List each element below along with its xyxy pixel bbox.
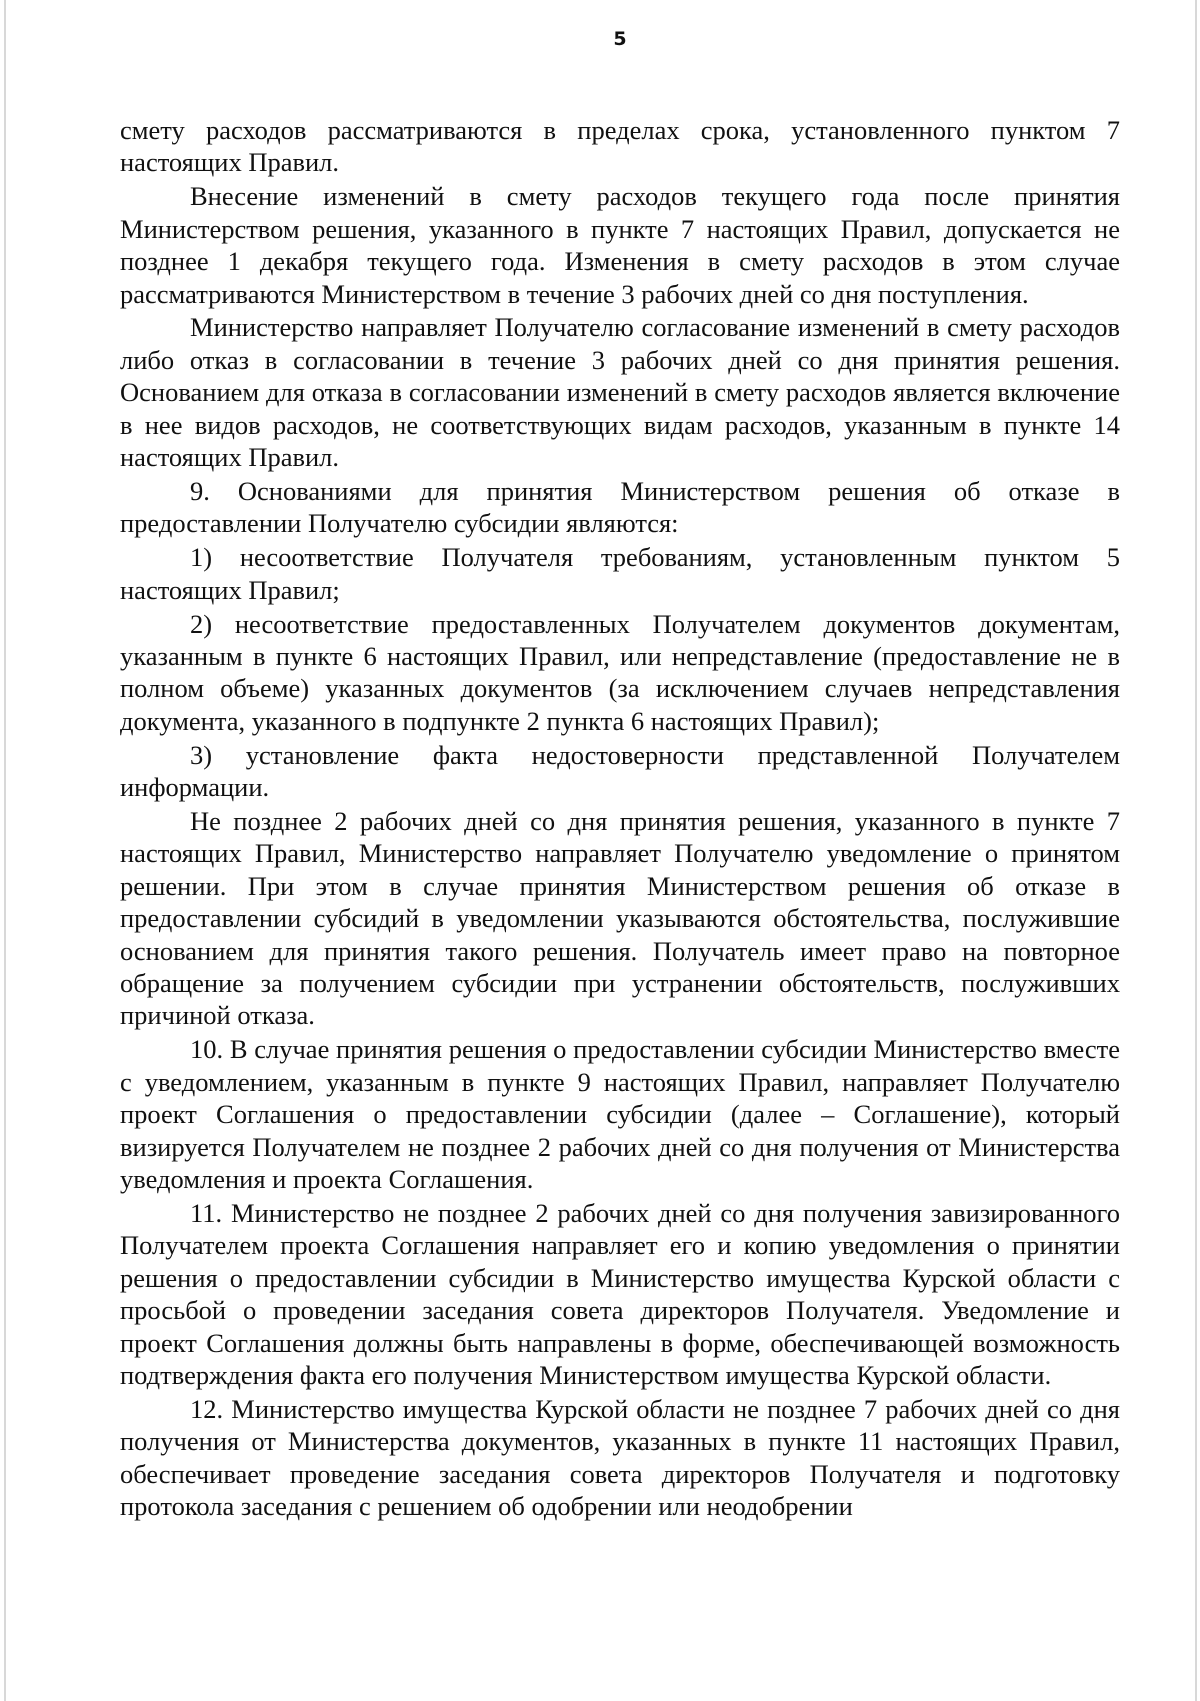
paragraph-clause-11: 11. Министерство не позднее 2 рабочих дней со дня получения завизированного Получателем проекта Соглашения направляет его и копию уведомления о принятии решения о предоставлении субсидии в Министерство имущества Курской области с просьбой о проведении заседания совета директоров Получателя. Уведомление и проект Соглашения должны быть направлены в форме, обеспечивающей возможность подтверждения факта его получения Министерством имущества Курской области. <box>120 1197 1120 1390</box>
paragraph-clause-9-item-1: 1) несоответствие Получателя требованиям, установленным пунктом 5 настоящих Правил; <box>120 542 1120 605</box>
paragraph-estimate-changes: Внесение изменений в смету расходов текущего года после принятия Министерством решения, указанного в пункте 7 настоящих Правил, допускается не позднее 1 декабря текущего года. Изменения в смету расходов в этом случае рассматриваются Министерством в течение 3 рабочих дней со дня поступления. <box>120 181 1120 309</box>
paragraph-clause-9: 9. Основаниями для принятия Министерством решения об отказе в предоставлении Получателю субсидии являются: <box>120 475 1120 539</box>
paragraph-approval-of-changes: Министерство направляет Получателю согласование изменений в смету расходов либо отказ в согласовании в течение 3 рабочих дней со дня принятия решения. Основанием для отказа в согласовании изменений в смету расходов является включение в нее видов расходов, не соответствующих видам расходов, указанным в пункте 14 настоящих Правил. <box>120 312 1120 473</box>
paragraph-clause-12: 12. Министерство имущества Курской области не позднее 7 рабочих дней со дня получения от Министерства документов, указанных в пункте 11 настоящих Правил, обеспечивает проведение заседания совета директоров Получателя и подготовку протокола заседания с решением об одобрении или неодобрении <box>120 1393 1120 1522</box>
paragraph-notification: Не позднее 2 рабочих дней со дня принятия решения, указанного в пункте 7 настоящих Правил, Министерство направляет Получателю уведомление о принятом решении. При этом в случае принятия Министерством решения об отказе в предоставлении субсидий в уведомлении указываются обстоятельства, послужившие основанием для принятия такого решения. Получатель имеет право на повторное обращение за получением субсидии при устранении обстоятельств, послуживших причиной отказа. <box>120 806 1120 1031</box>
document-body <box>120 114 1120 1524</box>
page-number: 5 <box>613 28 627 50</box>
paragraph-clause-10: 10. В случае принятия решения о предоставлении субсидии Министерство вместе с уведомлением, указанным в пункте 9 настоящих Правил, направляет Получателю проект Соглашения о предоставлении субсидии (далее – Соглашение), который визируется Получателем не позднее 2 рабочих дней со дня получения от Министерства уведомления и проекта Соглашения. <box>120 1034 1120 1194</box>
scan-edge-left <box>4 0 6 1701</box>
paragraph-clause-9-item-2: 2) несоответствие предоставленных Получателем документов документам, указанным в пункте 6 настоящих Правил, или непредставление (предоставление не в полном объеме) указанных документов (за исключением случаев непредставления документа, указанного в подпункте 2 пункта 6 настоящих Правил); <box>120 608 1120 736</box>
scan-edge-right <box>1195 0 1197 1701</box>
paragraph-clause-9-item-3: 3) установление факта недостоверности представленной Получателем информации. <box>120 739 1120 803</box>
paragraph-continuation: смету расходов рассматриваются в пределах срока, установленного пунктом 7 настоящих Правил. <box>120 115 1120 178</box>
